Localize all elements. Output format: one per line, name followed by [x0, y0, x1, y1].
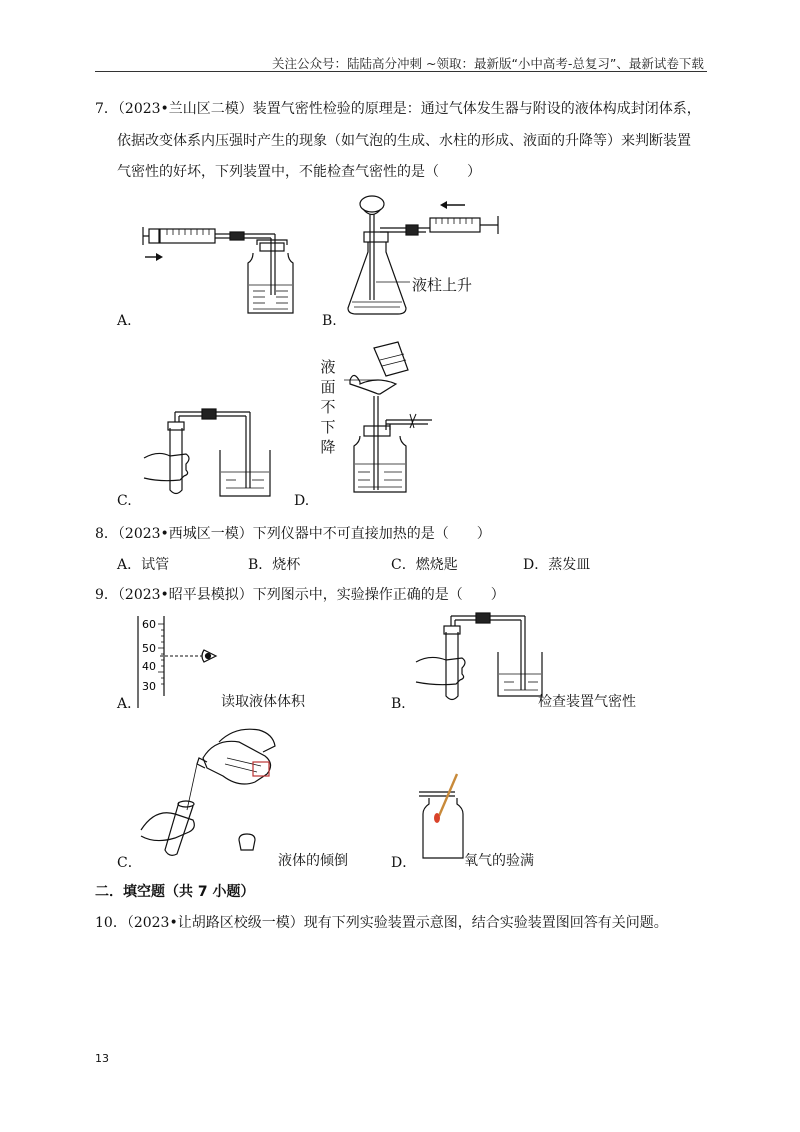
- q9-figure-c: [135, 718, 280, 863]
- q9-figure-b: [410, 610, 545, 710]
- q7-stem-line1: 7．（2023•兰山区二模）装置气密性检验的原理是：通过气体发生器与附设的液体构成封闭体系，: [95, 101, 701, 117]
- q9-caption-c: 液体的倾倒: [278, 853, 348, 869]
- q9-caption-d: 氧气的验满: [464, 853, 534, 869]
- q7-figure-d: [340, 340, 460, 500]
- q7-figure-b: [340, 190, 510, 320]
- section-title: 二．填空题（共 7 小题）: [95, 884, 255, 900]
- q9-caption-a: 读取液体体积: [221, 694, 305, 710]
- q10-stem: 10．（2023•让胡路区校级一模）现有下列实验装置示意图，结合实验装置图回答有关问题。: [95, 915, 668, 931]
- q8-stem: 8．（2023•西城区一模）下列仪器中不可直接加热的是（ ）: [95, 526, 491, 542]
- q9-tick-50: 50: [142, 642, 156, 655]
- q9-figure-a: [130, 612, 230, 712]
- q9-tick-40: 40: [142, 660, 156, 673]
- q8-option-c: C．燃烧匙: [391, 557, 458, 573]
- q8-option-d: D．蒸发皿: [523, 557, 591, 573]
- page-header: 关注公众号：陆陆高分冲刺 ~领取：最新版“小中高考-总复习”、最新试卷下载: [272, 56, 704, 71]
- q7-option-a-label: A.: [117, 313, 132, 329]
- q7-stem-line2: 依据改变体系内压强时产生的现象（如气泡的生成、水柱的形成、液面的升降等）来判断装置: [117, 133, 691, 149]
- q9-tick-60: 60: [142, 618, 156, 631]
- page-number: 13: [95, 1052, 109, 1065]
- q7-figure-c: [140, 400, 275, 500]
- q9-option-a-label: A．: [117, 696, 142, 712]
- q9-figure-d: [415, 770, 475, 862]
- q7-figure-a: [135, 205, 305, 320]
- q7-stem-line3: 气密性的好坏，下列装置中，不能检查气密性的是（ ）: [117, 164, 481, 180]
- q9-option-b-label: B．: [391, 696, 416, 712]
- q9-option-d-label: D．: [391, 855, 417, 871]
- header-divider: [95, 71, 707, 72]
- q7-option-d-label: D.: [294, 493, 310, 509]
- q7-d-annotation: 液面不下降: [320, 358, 336, 456]
- q7-b-annotation: 液柱上升: [412, 276, 473, 294]
- q9-stem: 9．（2023•昭平县模拟）下列图示中，实验操作正确的是（ ）: [95, 587, 505, 603]
- q7-option-c-label: C.: [117, 493, 132, 509]
- q9-tick-30: 30: [142, 680, 156, 693]
- q9-caption-b: 检查装置气密性: [538, 694, 636, 710]
- q7-option-b-label: B.: [322, 313, 337, 329]
- q8-option-b: B．烧杯: [248, 557, 301, 573]
- q9-option-c-label: C．: [117, 855, 142, 871]
- q8-option-a: A．试管: [117, 557, 170, 573]
